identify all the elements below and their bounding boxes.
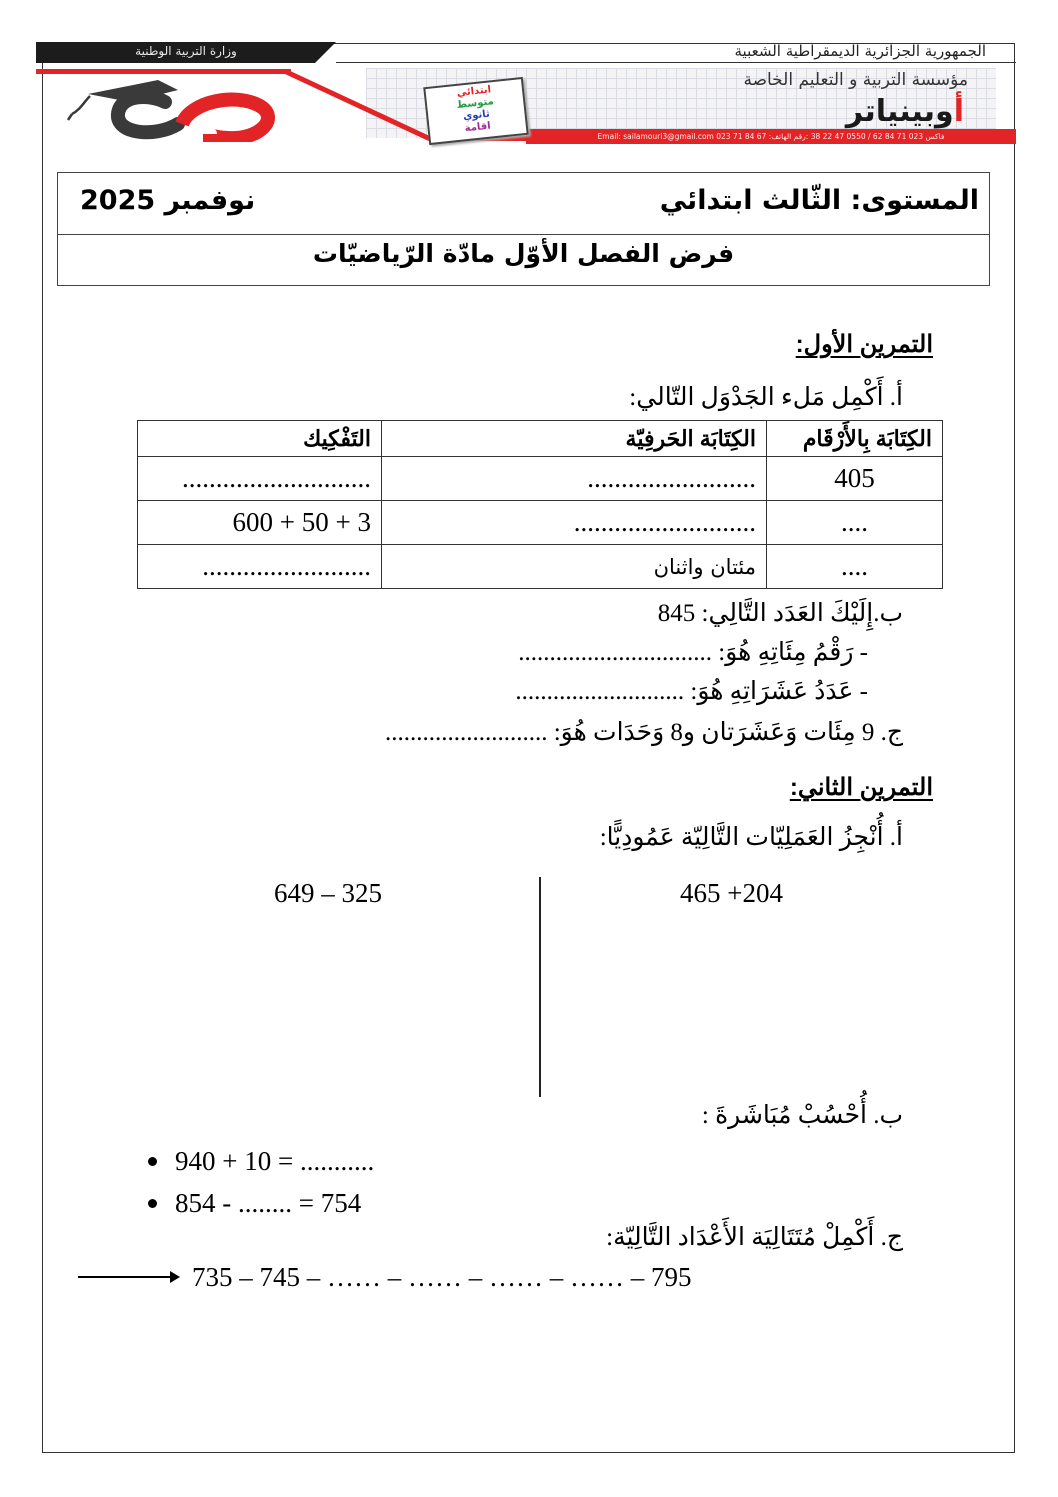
exercise1-part-b: ب.إِلَيْكَ العَدَد التَّالِي: 845 (657, 600, 903, 627)
exam-title-box (57, 172, 990, 286)
exercise2-part-c: ج. أَكْمِلْ مُتَتَالِيَة الأَعْدَاد التَّالِيّة: (606, 1224, 903, 1251)
logo-red-curve (182, 100, 268, 142)
number-sequence[interactable]: 735 – 745 – …… – …… – …… – …… – 795 (192, 1262, 692, 1292)
number-writing-table (137, 420, 943, 589)
level-secondary: ثانوي (462, 108, 491, 123)
tens-count-question[interactable]: - عَدَدُ عَشَرَاتِهِ هُوَ: ........................... (515, 678, 868, 705)
brand-name (846, 94, 964, 129)
exercise1-part-a: أ. أَكْمِل مَلء الجَدْوَل التّالي: (629, 384, 903, 411)
calculation-text: 940 + 10 = ........... (175, 1146, 375, 1176)
table-row (138, 457, 943, 501)
logo-dark-curve (118, 97, 178, 132)
list-item[interactable] (148, 1140, 374, 1182)
direct-calculation-list (148, 1140, 374, 1224)
school-logo-icon (60, 72, 290, 142)
exercise2-part-b: ب. أُحْسُبْ مُبَاشَرةَ : (701, 1102, 903, 1129)
ministry-label: وزارة التربية الوطنية (135, 44, 237, 58)
number-sequence-row (78, 1262, 692, 1298)
cell-decomposition: 600 + 50 + 3 (138, 501, 382, 545)
level-primary: ابتدائي (456, 84, 492, 99)
list-item[interactable] (148, 1182, 374, 1224)
exercise1-heading: التمرين الأول: (795, 331, 933, 358)
header-rule (336, 62, 1016, 63)
hundreds-digit-question[interactable]: - رَقْمُ مِئَاتِهِ هُوَ: ............................... (518, 639, 868, 666)
bullet-icon (148, 1199, 157, 1208)
calculation-text: 854 - ........ = 754 (175, 1188, 362, 1218)
cell-decomposition[interactable]: ......................... (138, 545, 382, 589)
cell-words: مئتان واثنان (382, 545, 767, 589)
header-words: الكِتَابَة الحَرفِيّة (382, 421, 767, 457)
institution-name: مؤسسة التربية و التعليم الخاصة (743, 70, 968, 90)
exercise2-heading: التمرين الثاني: (789, 774, 933, 801)
bullet-icon (148, 1157, 157, 1166)
header-decomposition: التَفْكِيك (138, 421, 382, 457)
level-middle: متوسط (456, 96, 495, 111)
brand-prefix: أ (953, 94, 964, 129)
addition-operation: 465 +204 (680, 878, 783, 908)
cell-words[interactable]: ........................... (382, 501, 767, 545)
subtraction-operation: 649 – 325 (274, 878, 382, 908)
level-residence: اقامة (464, 120, 492, 135)
exercise1-part-c[interactable]: ج. 9 مِئَات وَعَشَرَتان و8 وَحَدَات هُوَ: .......................... (384, 719, 903, 746)
exam-title: فرض الفصل الأوّل مادّة الرّياضيّات (312, 239, 735, 268)
cell-digits: 405 (767, 457, 943, 501)
cell-words[interactable]: ......................... (382, 457, 767, 501)
table-row (138, 501, 943, 545)
table-header-row (138, 421, 943, 457)
exercise2-part-a: أ. أُنْجِزُ العَمَلِيّات التَّالِيّة عَمُودِيًّا: (599, 824, 903, 851)
arrow-right-icon (78, 1276, 178, 1278)
header-digits: الكِتَابَة بِالأَرْقَام (767, 421, 943, 457)
cell-decomposition[interactable]: ............................ (138, 457, 382, 501)
cell-digits[interactable]: .... (767, 501, 943, 545)
column-divider (539, 877, 541, 1097)
header-banner (36, 42, 1016, 154)
brand-rest: وبينياتر (845, 94, 954, 129)
exam-date: نوفمبر 2025 (80, 185, 256, 216)
title-row-level (58, 173, 989, 235)
table-row (138, 545, 943, 589)
cell-digits[interactable]: .... (767, 545, 943, 589)
school-levels-card (423, 77, 529, 145)
grade-level: المستوى: الثّالث ابتدائي (659, 185, 979, 216)
republic-label: الجمهورية الجزائرية الديمقراطية الشعبية (734, 42, 986, 60)
contact-info: Email: sailamouri3@gmail.com 023 71 84 67 :فاكس 023 71 84 62 / 0550 47 22 38 :رقم الهاتف (597, 132, 945, 141)
